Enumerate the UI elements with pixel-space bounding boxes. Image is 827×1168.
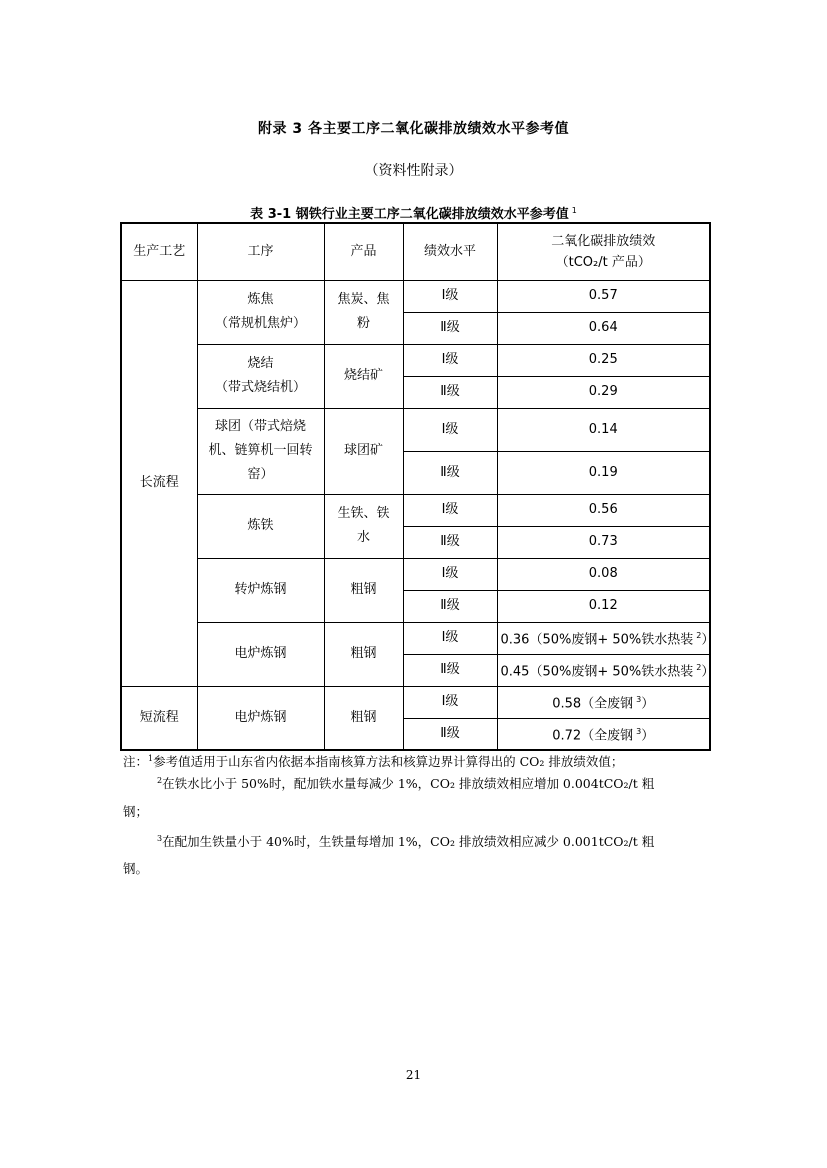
product-line: 粗钢 [350,709,377,725]
emission-table [120,222,715,751]
step-line: 炼焦 [247,292,274,307]
header-emission-line2: （tCO₂/t 产品） [555,254,651,270]
emission-value-cell [497,526,710,558]
level-cell: Ⅱ级 [403,312,497,344]
header-emission-line1: 二氧化碳排放绩效 [551,233,656,249]
emission-value: 0.19 [588,464,618,480]
page-number: 21 [405,1068,422,1082]
note-1-text: 参考值适用于山东省内依据本指南核算方法和核算边界计算得出的 CO₂ 排放绩效值； [153,754,624,770]
emission-value: 0.36（50%废钢+ 50%铁水热装 [500,632,694,648]
notes-label: 注： [123,754,149,770]
level-cell: Ⅱ级 [403,451,497,494]
emission-value-close: ） [701,664,715,680]
note-3-text: 在配加生铁量小于 40%时，生铁量每增加 1%，CO₂ 排放绩效相应减少 0.001tCO₂/t 粗 [162,834,655,850]
note-3 [157,828,654,853]
emission-footnote-marker: 3 [636,726,642,736]
note-3-marker: 3 [157,834,163,843]
step-cell [197,558,324,622]
step-cell [197,408,324,494]
step-line: 电炉炼钢 [234,709,287,725]
table-row [121,558,710,590]
emission-value-cell [497,376,710,408]
level-cell: Ⅱ级 [403,590,497,622]
product-line: 粉 [356,316,370,331]
level-cell: Ⅱ级 [403,718,497,750]
step-line: 机、链箅机一回转 [208,443,313,458]
level-cell: Ⅰ级 [403,622,497,654]
table-caption-footnote: 1 [571,205,577,215]
step-line: 烧结 [247,356,274,371]
step-line: 球团（带式焙烧 [214,419,306,434]
level-cell: Ⅰ级 [403,280,497,312]
product-cell [324,494,403,558]
table-row [121,280,710,312]
appendix-subtitle: （资料性附录） [364,163,463,179]
emission-value-cell [497,654,715,686]
emission-value-cell [497,622,715,654]
emission-value-cell [497,344,710,376]
level-cell: Ⅰ级 [403,344,497,376]
product-line: 粗钢 [350,582,377,597]
emission-value: 0.29 [588,384,618,399]
level-cell: Ⅱ级 [403,526,497,558]
emission-value: 0.08 [588,566,618,581]
header-step: 工序 [197,223,324,280]
table-row [121,344,710,376]
emission-value-close: ） [641,696,655,712]
table-row [121,494,710,526]
emission-value-cell [497,558,710,590]
step-cell [197,280,324,344]
emission-footnote-marker: 2 [696,662,702,672]
step-cell [197,686,324,750]
table-row [121,686,710,718]
step-cell [197,344,324,408]
product-line: 球团矿 [343,443,383,458]
emission-value: 0.25 [588,352,618,367]
emission-value: 0.14 [588,421,618,437]
note-2-text: 在铁水比小于 50%时，配加铁水量每减少 1%，CO₂ 排放绩效相应增加 0.004tCO₂/t 粗 [162,776,655,792]
emission-value-cell [497,590,710,622]
header-emission [497,223,710,280]
emission-value-close: ） [641,727,655,743]
step-line: 转炉炼钢 [234,582,287,597]
emission-value-cell [497,312,710,344]
table-row [121,408,710,451]
level-cell: Ⅰ级 [403,408,497,451]
process-type-cell: 长流程 [121,280,197,686]
emission-value-cell [497,494,710,526]
product-line: 水 [356,530,370,545]
product-cell [324,686,403,750]
product-cell [324,344,403,408]
note-2-continuation: 钢； [123,804,149,819]
note-3-continuation: 钢。 [123,861,149,876]
level-cell: Ⅰ级 [403,494,497,526]
product-line: 生铁、铁 [337,506,390,521]
product-line: 烧结矿 [343,368,383,383]
step-line: （带式烧结机） [214,380,306,395]
step-line: （常规机焦炉） [214,316,306,331]
emission-value-close: ） [701,632,715,648]
emission-value-cell [497,718,710,750]
product-line: 粗钢 [350,646,377,661]
step-line: 窑） [247,467,274,482]
step-cell [197,622,324,686]
product-cell [324,280,403,344]
process-type-cell: 短流程 [121,686,197,750]
emission-value: 0.64 [588,320,618,335]
emission-value-cell [497,280,710,312]
emission-value-cell [497,408,710,451]
emission-value: 0.58（全废钢 [552,696,634,712]
emission-value: 0.56 [588,502,618,517]
level-cell: Ⅰ级 [403,558,497,590]
product-cell [324,622,403,686]
level-cell: Ⅱ级 [403,654,497,686]
product-cell [324,408,403,494]
emission-footnote-marker: 2 [696,630,702,640]
table-header-row [121,223,710,280]
product-cell [324,558,403,622]
level-cell: Ⅱ级 [403,376,497,408]
emission-value: 0.45（50%废钢+ 50%铁水热装 [500,664,694,680]
emission-value: 0.72（全废钢 [552,727,634,743]
emission-footnote-marker: 3 [636,694,642,704]
emission-value: 0.57 [588,288,618,303]
emission-value-cell [497,686,710,718]
note-2-marker: 2 [157,776,163,785]
appendix-title: 附录 3 各主要工序二氧化碳排放绩效水平参考值 [258,121,569,137]
note-2 [157,770,654,795]
product-line: 焦炭、焦 [337,292,390,307]
table-caption-text: 表 3-1 钢铁行业主要工序二氧化碳排放绩效水平参考值 [250,207,569,222]
step-line: 电炉炼钢 [234,646,287,661]
table-row [121,622,710,654]
note-1-marker: 1 [148,754,154,763]
emission-value: 0.73 [588,534,618,549]
emission-value-cell [497,451,710,494]
step-line: 炼铁 [247,518,274,533]
level-cell: Ⅰ级 [403,686,497,718]
table-caption [0,203,827,222]
header-process-type: 生产工艺 [121,223,197,280]
emission-value: 0.12 [588,598,618,613]
header-level: 绩效水平 [403,223,497,280]
step-cell [197,494,324,558]
header-product: 产品 [324,223,403,280]
